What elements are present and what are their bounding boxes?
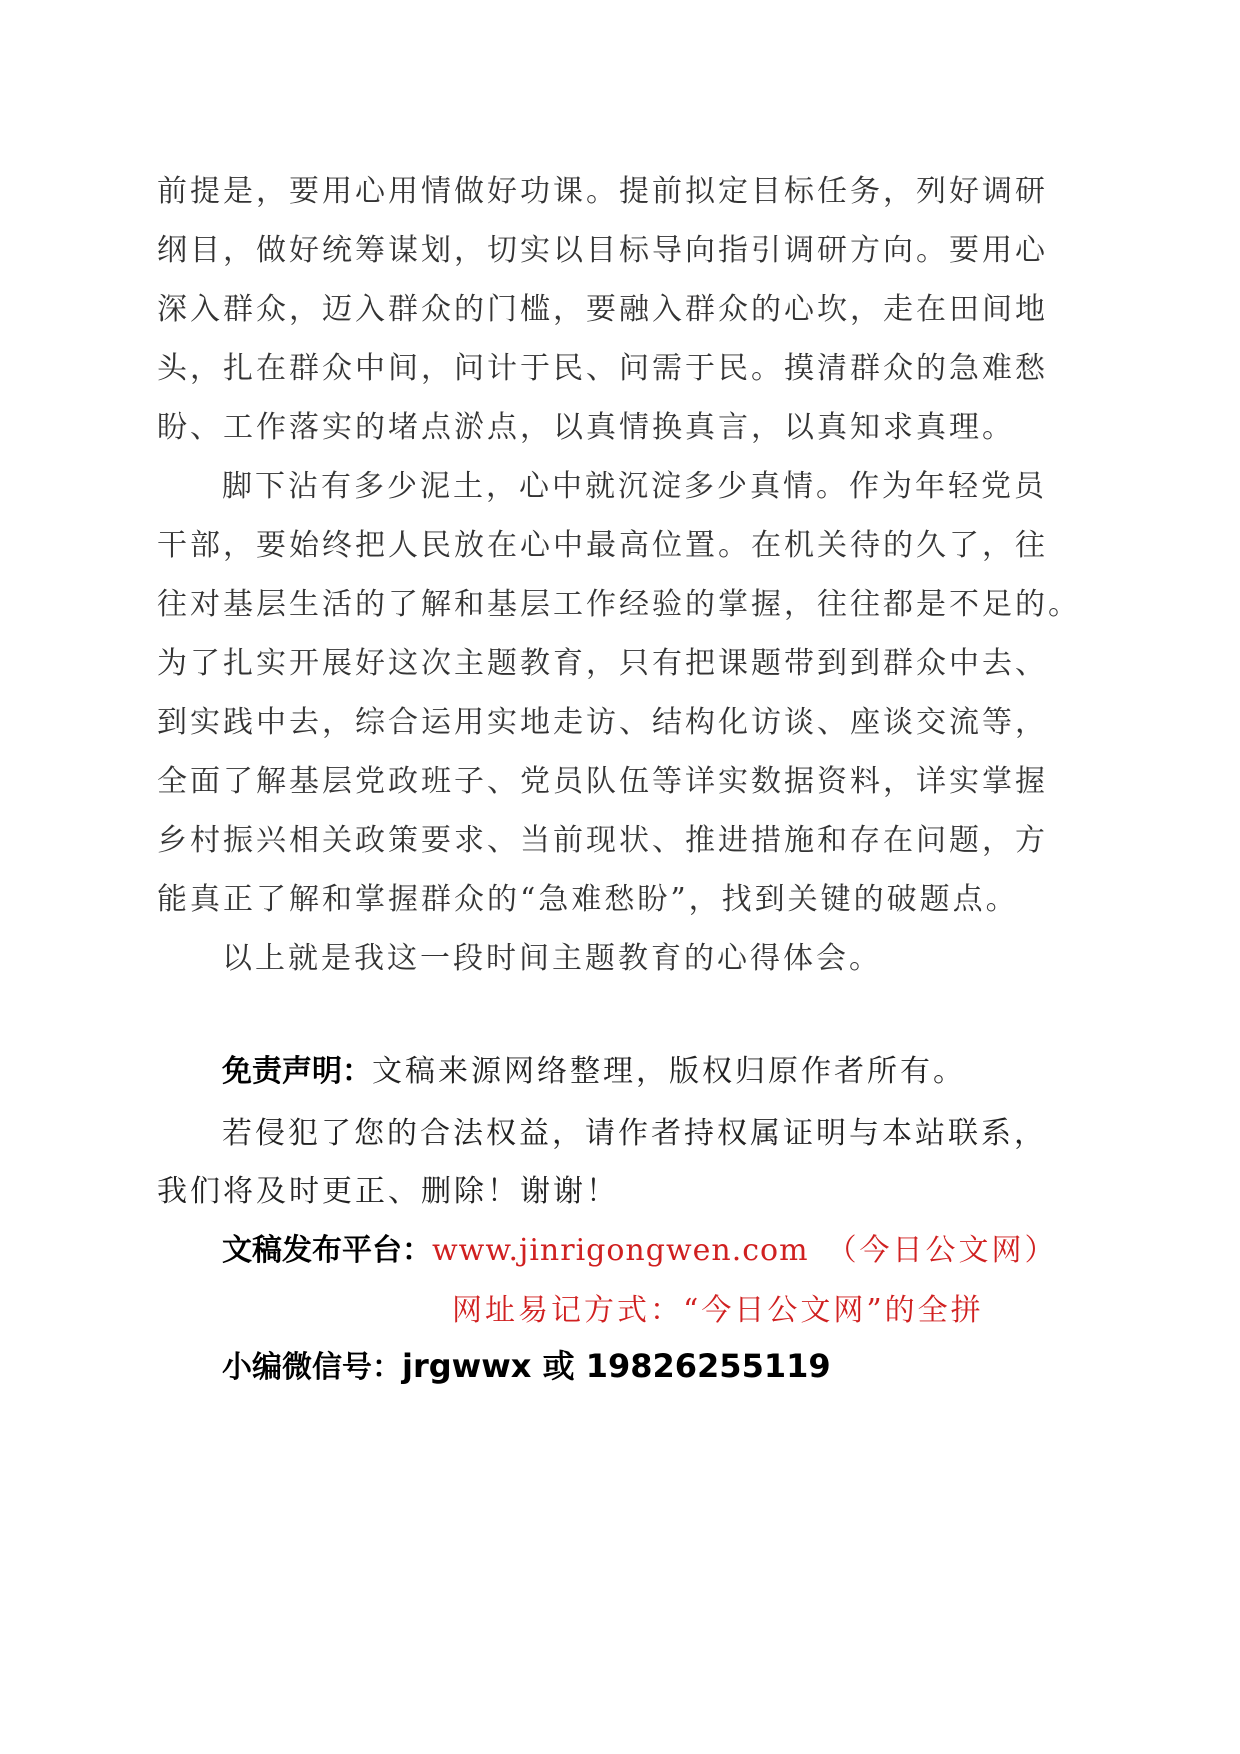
paragraph-1-line-3: 深入群众，迈入群众的门槛，要融入群众的心坎，走在田间地 (157, 292, 1048, 327)
paragraph-2-line-8: 能真正了解和掌握群众的“急难愁盼”，找到关键的破题点。 (157, 882, 1019, 917)
paragraph-3-line-1: 以上就是我这一段时间主题教育的心得体会。 (222, 941, 882, 976)
wechat-line (222, 1346, 831, 1388)
platform-line (222, 1231, 1058, 1271)
wechat-value: jrgwwx 或 19826255119 (402, 1347, 831, 1385)
disclaimer-line-2: 若侵犯了您的合法权益，请作者持权属证明与本站联系， (222, 1116, 1047, 1151)
paragraph-1-line-4: 头，扎在群众中间，问计于民、问需于民。摸清群众的急难愁 (157, 351, 1048, 386)
wechat-label: 小编微信号： (222, 1350, 402, 1385)
disclaimer-label: 免责声明： (222, 1054, 372, 1089)
paragraph-2-line-3: 往对基层生活的了解和基层工作经验的掌握，往往都是不足的。 (157, 587, 1081, 622)
disclaimer-line (222, 1052, 966, 1092)
disclaimer-text: 文稿来源网络整理，版权归原作者所有。 (372, 1054, 966, 1089)
paragraph-1-line-2: 纲目，做好统筹谋划，切实以目标导向指引调研方向。要用心 (157, 233, 1048, 268)
platform-hint: 网址易记方式：“今日公文网”的全拼 (452, 1293, 984, 1328)
paragraph-2-line-1: 脚下沾有多少泥土，心中就沉淀多少真情。作为年轻党员 (222, 469, 1047, 504)
paragraph-2-line-5: 到实践中去，综合运用实地走访、结构化访谈、座谈交流等， (157, 705, 1048, 740)
paragraph-2-line-2: 干部，要始终把人民放在心中最高位置。在机关待的久了，往 (157, 528, 1048, 563)
platform-url-link[interactable]: www.jinrigongwen.com (432, 1233, 809, 1268)
paragraph-1-line-1: 前提是，要用心用情做好功课。提前拟定目标任务，列好调研 (157, 174, 1048, 209)
platform-label: 文稿发布平台： (222, 1233, 432, 1268)
paragraph-2-line-6: 全面了解基层党政班子、党员队伍等详实数据资料，详实掌握 (157, 764, 1048, 799)
disclaimer-line-3: 我们将及时更正、删除！谢谢！ (157, 1174, 619, 1209)
platform-site-name: （今日公文网） (826, 1233, 1058, 1268)
paragraph-1-line-5: 盼、工作落实的堵点淤点，以真情换真言，以真知求真理。 (157, 410, 1015, 445)
paragraph-2-line-4: 为了扎实开展好这次主题教育，只有把课题带到到群众中去、 (157, 646, 1048, 681)
paragraph-2-line-7: 乡村振兴相关政策要求、当前现状、推进措施和存在问题，方 (157, 823, 1048, 858)
